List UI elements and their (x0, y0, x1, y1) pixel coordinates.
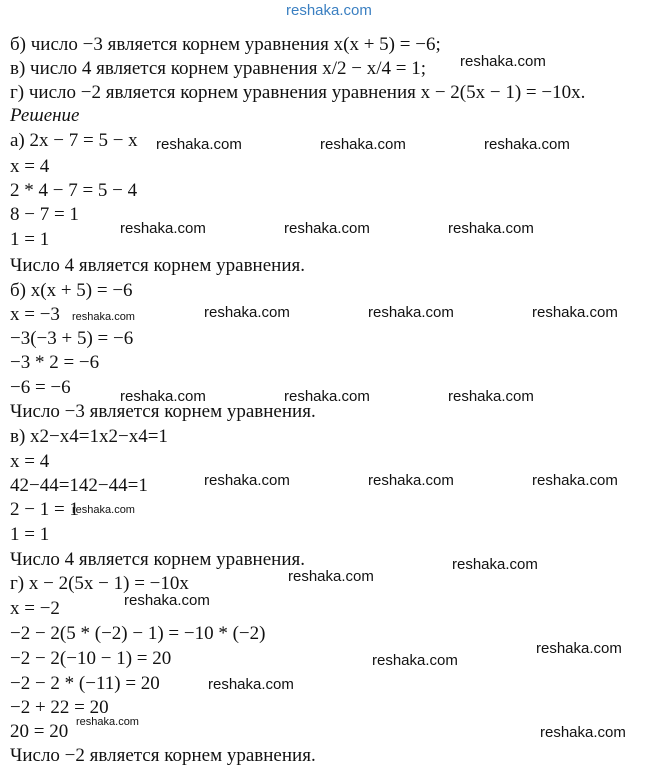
watermark: reshaka.com (320, 136, 406, 153)
watermark: reshaka.com (372, 652, 458, 669)
watermark: reshaka.com (156, 136, 242, 153)
text-line: 20 = 20 (10, 721, 69, 742)
watermark: reshaka.com (204, 304, 290, 321)
watermark: reshaka.com (368, 472, 454, 489)
text-line: x = 4 (10, 156, 50, 177)
text-line: −2 + 22 = 20 (10, 697, 109, 718)
text-line: Число 4 является корнем уравнения. (10, 255, 305, 276)
watermark: reshaka.com (448, 220, 534, 237)
text-line: 1 = 1 (10, 524, 50, 545)
watermark: reshaka.com (368, 304, 454, 321)
watermark: reshaka.com (284, 220, 370, 237)
text-line: −2 − 2(5 * (−2) − 1) = −10 * (−2) (10, 623, 266, 644)
watermark: reshaka.com (536, 640, 622, 657)
text-line: г) число −2 является корнем уравнения уравнения x − 2(5x − 1) = −10x. (10, 82, 586, 103)
watermark: reshaka.com (284, 388, 370, 405)
text-line: Число 4 является корнем уравнения. (10, 549, 305, 570)
text-line: а) 2x − 7 = 5 − x (10, 130, 138, 151)
watermark: reshaka.com (120, 220, 206, 237)
watermark: reshaka.com (448, 388, 534, 405)
text-line: 42−44=142−44=1 (10, 475, 148, 496)
section-heading: Решение (10, 105, 80, 126)
text-line: −2 − 2(−10 − 1) = 20 (10, 648, 172, 669)
watermark-top: reshaka.com (286, 2, 372, 19)
text-line: 2 − 1 = 1 (10, 499, 79, 520)
watermark: reshaka.com (208, 676, 294, 693)
text-line: x = −2 (10, 598, 60, 619)
watermark: reshaka.com (204, 472, 290, 489)
text-line: −2 − 2 * (−11) = 20 (10, 673, 160, 694)
text-line: 8 − 7 = 1 (10, 204, 79, 225)
watermark: reshaka.com (532, 304, 618, 321)
text-line: −3(−3 + 5) = −6 (10, 328, 134, 349)
watermark: reshaka.com (124, 592, 210, 609)
watermark: reshaka.com (288, 568, 374, 585)
text-line: г) x − 2(5x − 1) = −10x (10, 573, 189, 594)
watermark: reshaka.com (452, 556, 538, 573)
watermark: reshaka.com (484, 136, 570, 153)
watermark: reshaka.com (532, 472, 618, 489)
text-line: 1 = 1 (10, 229, 50, 250)
watermark: reshaka.com (460, 53, 546, 70)
text-line: −3 * 2 = −6 (10, 352, 100, 373)
text-line: в) число 4 является корнем уравнения x/2 − x/4 = 1; (10, 58, 426, 79)
text-line: Число −3 является корнем уравнения. (10, 401, 316, 422)
watermark: reshaka.com (76, 716, 139, 728)
watermark: reshaka.com (120, 388, 206, 405)
text-line: x = 4 (10, 451, 50, 472)
text-line: x = −3 (10, 304, 60, 325)
text-line: б) x(x + 5) = −6 (10, 280, 133, 301)
watermark: reshaka.com (540, 724, 626, 741)
text-line: −6 = −6 (10, 377, 71, 398)
text-line: в) x2−x4=1x2−x4=1 (10, 426, 168, 447)
watermark: reshaka.com (72, 504, 135, 516)
text-line: б) число −3 является корнем уравнения x(x + 5) = −6; (10, 34, 441, 55)
watermark: reshaka.com (72, 311, 135, 323)
text-line: Число −2 является корнем уравнения. (10, 745, 316, 766)
text-line: 2 * 4 − 7 = 5 − 4 (10, 180, 138, 201)
